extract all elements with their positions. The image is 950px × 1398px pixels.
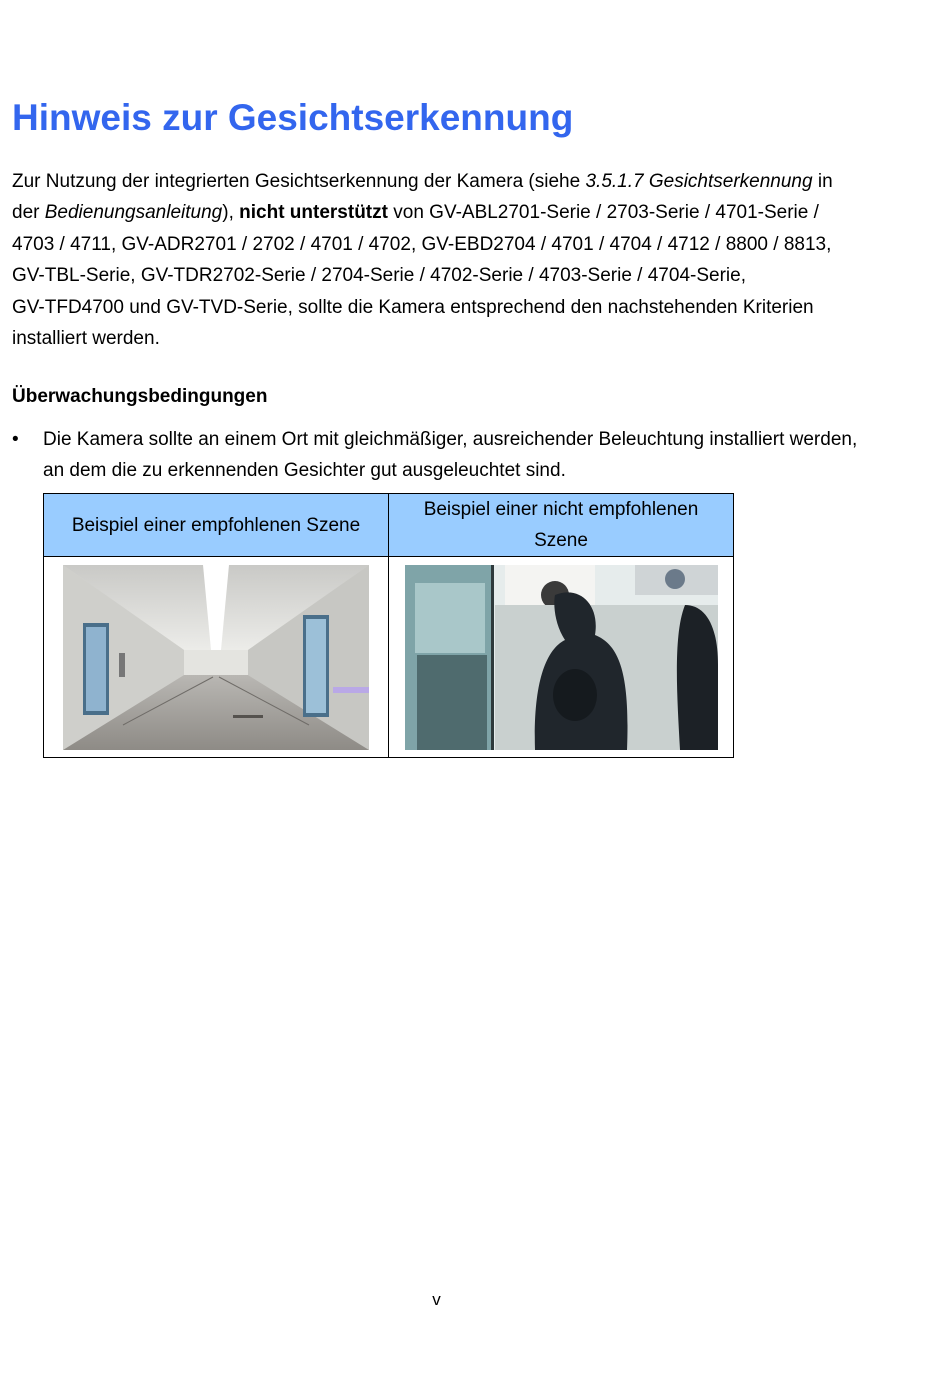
not-recommended-scene-image	[405, 565, 718, 750]
bullet-list	[12, 424, 912, 486]
intro-text: von GV-ABL2701-Serie / 2703-Serie / 4701-Serie /	[387, 202, 819, 224]
section-heading: Überwachungsbedingungen	[12, 386, 268, 407]
header-recommended-scene: Beispiel einer empfohlenen Szene	[44, 494, 389, 557]
cell-not-recommended-image	[389, 557, 734, 758]
corridor-photo	[63, 565, 369, 750]
intro-line-6: installiert werden.	[12, 328, 160, 350]
intro-text: in	[812, 171, 833, 192]
recommended-scene-image	[63, 565, 369, 750]
intro-text: ),	[222, 202, 240, 224]
intro-paragraph	[12, 166, 912, 354]
not-supported-emphasis: nicht unterstützt	[239, 202, 388, 224]
manual-reference: Bedienungsanleitung	[44, 202, 223, 224]
bullet-line-2: an dem die zu erkennenden Gesichter gut ausgeleuchtet sind.	[43, 460, 566, 481]
table-row	[44, 557, 734, 758]
intro-line-1	[12, 166, 912, 197]
header-not-recommended-scene: Beispiel einer nicht empfohlenen Szene	[389, 494, 734, 557]
intro-line-3: 4703 / 4711, GV-ADR2701 / 2702 / 4701 / 4702, GV-EBD2704 / 4701 / 4704 / 4712 / 8800 / 8813,	[12, 233, 832, 255]
intro-text: der	[12, 202, 45, 224]
intro-line-4: GV-TBL-Serie, GV-TDR2702-Serie / 2704-Serie / 4702-Serie / 4703-Serie / 4704-Serie,	[12, 265, 746, 287]
intro-line-2	[12, 197, 912, 228]
bullet-line-1: Die Kamera sollte an einem Ort mit gleichmäßiger, ausreichender Beleuchtung installiert werden,	[43, 429, 858, 450]
intro-line-5: GV-TFD4700 und GV-TVD-Serie, sollte die Kamera entsprechend den nachstehenden Kriterien	[12, 296, 814, 318]
table-header-row	[44, 494, 734, 557]
backlit-entrance-photo	[405, 565, 718, 750]
section-reference: 3.5.1.7 Gesichtserkennung	[585, 171, 813, 192]
bullet-icon: •	[12, 429, 19, 450]
scene-example-table	[43, 493, 734, 758]
intro-text: Zur Nutzung der integrierten Gesichtserkennung der Kamera (siehe	[12, 171, 586, 192]
page-number: v	[432, 1290, 441, 1309]
cell-recommended-image	[44, 557, 389, 758]
list-item	[12, 424, 912, 486]
page-title: Hinweis zur Gesichtserkennung	[12, 97, 574, 138]
